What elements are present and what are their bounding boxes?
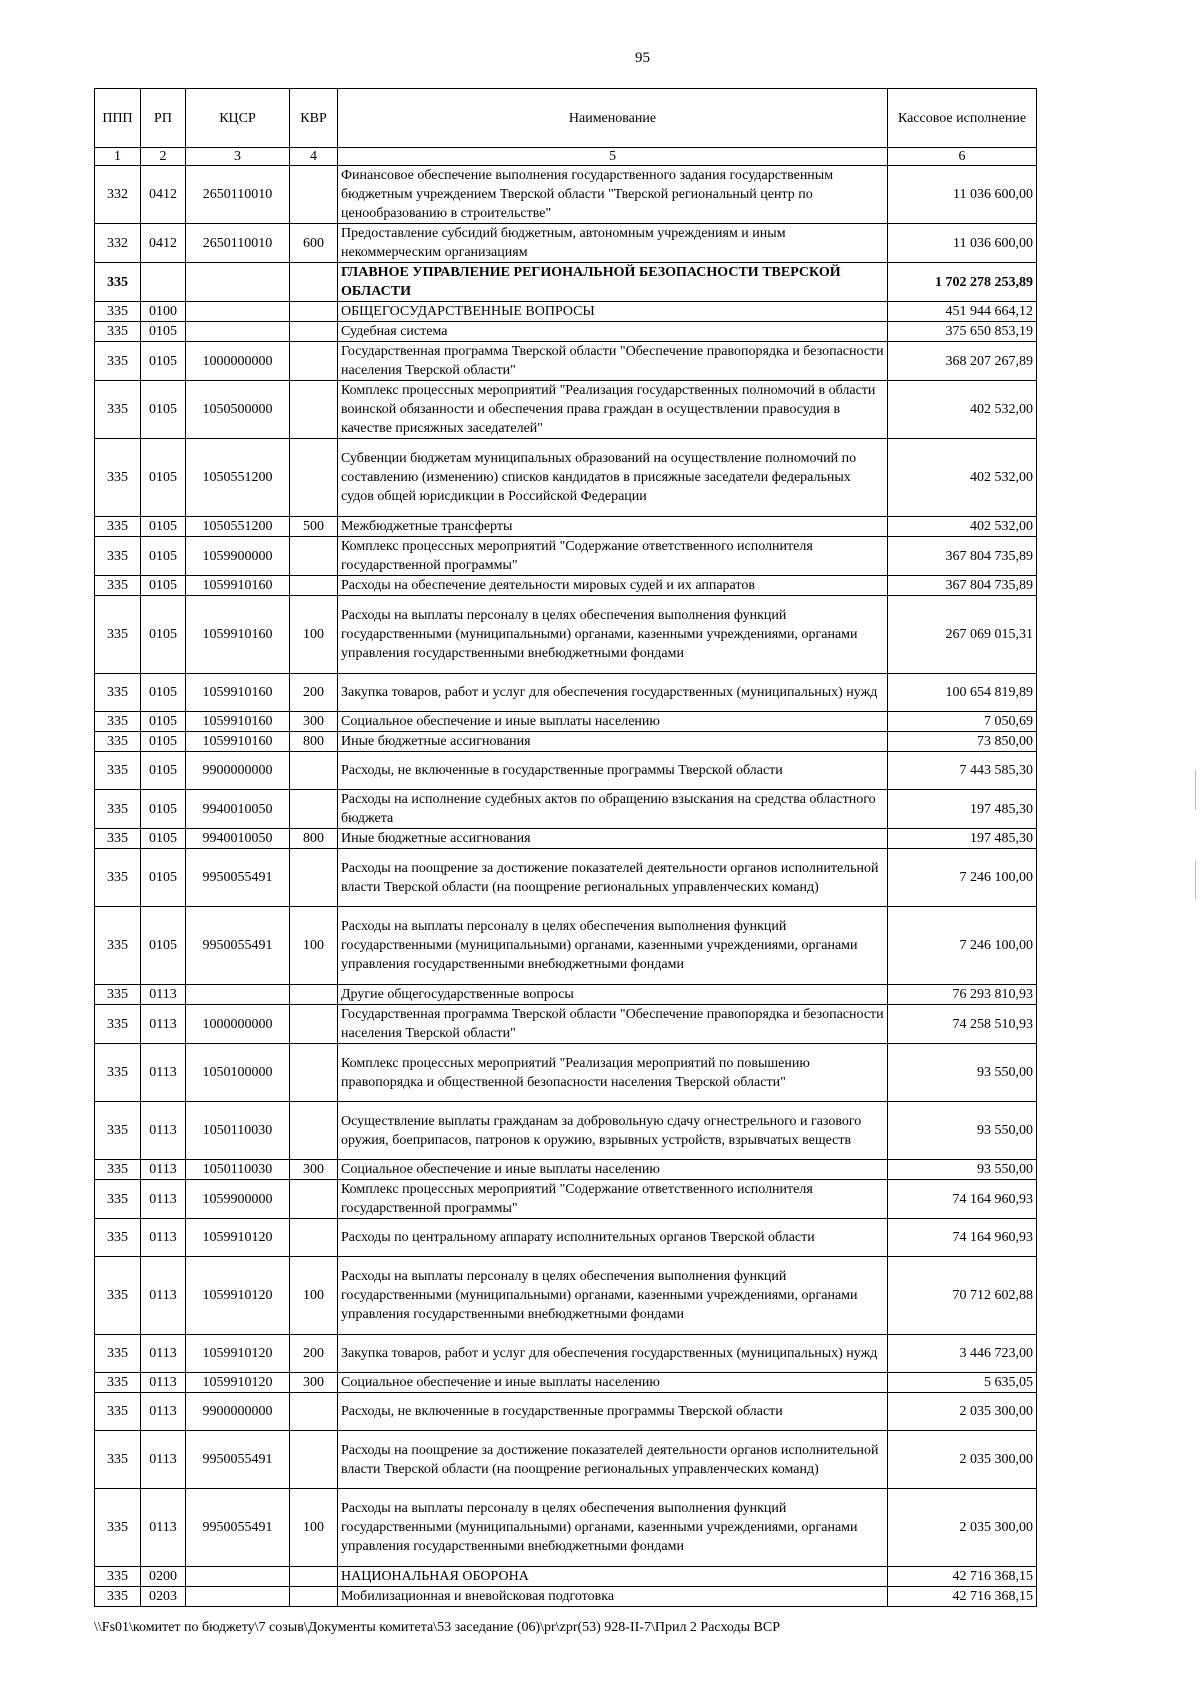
cell-kcsr: [186, 263, 290, 302]
cell-kcsr: 1059910160: [186, 712, 290, 732]
cell-amount: 451 944 664,12: [888, 302, 1037, 322]
cell-amount: 3 446 723,00: [888, 1335, 1037, 1373]
cell-name: Расходы на выплаты персоналу в целях обеспечения выполнения функций государственными (муниципальными) органами, казенными учреждениями, органами управления государственными внебюджетными фондами: [338, 907, 888, 985]
table-row: [95, 1431, 1037, 1489]
table-row: [95, 224, 1037, 263]
cell-ppp: 332: [95, 224, 141, 263]
cell-rp: 0113: [141, 1005, 186, 1044]
cell-amount: 74 258 510,93: [888, 1005, 1037, 1044]
cell-amount: 100 654 819,89: [888, 674, 1037, 712]
cell-ppp: 335: [95, 322, 141, 342]
cell-kcsr: 9950055491: [186, 1431, 290, 1489]
cell-amount: 2 035 300,00: [888, 1489, 1037, 1567]
cell-name: Закупка товаров, работ и услуг для обеспечения государственных (муниципальных) нужд: [338, 674, 888, 712]
table-row: [95, 263, 1037, 302]
table-row: [95, 1180, 1037, 1219]
cell-amount: 375 650 853,19: [888, 322, 1037, 342]
cell-kcsr: 9950055491: [186, 849, 290, 907]
cell-kvr: [290, 790, 338, 829]
cell-ppp: 335: [95, 1180, 141, 1219]
table-header-row: [95, 89, 1037, 148]
cell-amount: 2 035 300,00: [888, 1393, 1037, 1431]
cell-ppp: 335: [95, 1102, 141, 1160]
cell-name: Комплекс процессных мероприятий "Содержание ответственного исполнителя государственной программы": [338, 1180, 888, 1219]
cell-kvr: 100: [290, 1257, 338, 1335]
cell-amount: 402 532,00: [888, 517, 1037, 537]
cell-kvr: 800: [290, 829, 338, 849]
table-row: [95, 381, 1037, 439]
cell-kcsr: 1059910160: [186, 732, 290, 752]
cell-ppp: 335: [95, 1005, 141, 1044]
cell-ppp: 335: [95, 829, 141, 849]
cell-ppp: 335: [95, 263, 141, 302]
cell-kvr: 100: [290, 596, 338, 674]
cell-ppp: 335: [95, 439, 141, 517]
cell-rp: 0105: [141, 322, 186, 342]
cell-ppp: 335: [95, 849, 141, 907]
table-row: [95, 596, 1037, 674]
cell-kcsr: 1050551200: [186, 439, 290, 517]
cell-name: Осуществление выплаты гражданам за добровольную сдачу огнестрельного и газового оружия, боеприпасов, патронов к оружию, взрывных устройств, взрывчатых веществ: [338, 1102, 888, 1160]
cell-kvr: [290, 1180, 338, 1219]
cell-name: Комплекс процессных мероприятий "Реализация мероприятий по повышению правопорядка и общественной безопасности населения Тверской области": [338, 1044, 888, 1102]
cell-kcsr: [186, 985, 290, 1005]
table-row: [95, 576, 1037, 596]
table-row: [95, 1335, 1037, 1373]
table-row: [95, 849, 1037, 907]
cell-kvr: [290, 1005, 338, 1044]
cell-kcsr: 1050110030: [186, 1160, 290, 1180]
cell-rp: 0113: [141, 1180, 186, 1219]
header-amount: Кассовое исполнение: [888, 89, 1037, 148]
cell-kvr: [290, 1219, 338, 1257]
table-row: [95, 1102, 1037, 1160]
cell-name: Судебная система: [338, 322, 888, 342]
table-body: [95, 148, 1037, 1607]
table-row: [95, 790, 1037, 829]
cell-name: Предоставление субсидий бюджетным, автономным учреждениям и иным некоммерческим организациям: [338, 224, 888, 263]
cell-rp: 0105: [141, 907, 186, 985]
cell-rp: 0105: [141, 517, 186, 537]
cell-amount: 402 532,00: [888, 439, 1037, 517]
cell-name: Расходы на исполнение судебных актов по обращению взыскания на средства областного бюджета: [338, 790, 888, 829]
cell-name: Комплекс процессных мероприятий "Реализация государственных полномочий в области воинской обязанности и обеспечения права граждан в осуществлении правосудия в качестве присяжных заседателей": [338, 381, 888, 439]
cell-kvr: 200: [290, 674, 338, 712]
cell-name: Государственная программа Тверской области "Обеспечение правопорядка и безопасности населения Тверской области": [338, 1005, 888, 1044]
table-row: [95, 732, 1037, 752]
column-number: 4: [290, 148, 338, 166]
table-row: [95, 985, 1037, 1005]
cell-kcsr: 1050551200: [186, 517, 290, 537]
column-number: 1: [95, 148, 141, 166]
cell-kcsr: [186, 1567, 290, 1587]
cell-kvr: 800: [290, 732, 338, 752]
scan-edge-mark: [1195, 770, 1196, 810]
cell-kcsr: 1000000000: [186, 342, 290, 381]
cell-kcsr: 9940010050: [186, 790, 290, 829]
column-number-row: [95, 148, 1037, 166]
cell-rp: 0105: [141, 342, 186, 381]
cell-kvr: 600: [290, 224, 338, 263]
cell-rp: 0105: [141, 712, 186, 732]
cell-kcsr: 9900000000: [186, 1393, 290, 1431]
cell-kvr: [290, 302, 338, 322]
cell-amount: 42 716 368,15: [888, 1567, 1037, 1587]
cell-amount: 11 036 600,00: [888, 166, 1037, 224]
cell-ppp: 335: [95, 1160, 141, 1180]
cell-amount: 73 850,00: [888, 732, 1037, 752]
cell-name: Финансовое обеспечение выполнения государственного задания государственным бюджетным учреждением Тверской области "Тверской региональный центр по ценообразованию в строительстве": [338, 166, 888, 224]
table-row: [95, 1160, 1037, 1180]
cell-name: Расходы на обеспечение деятельности мировых судей и их аппаратов: [338, 576, 888, 596]
cell-amount: 74 164 960,93: [888, 1219, 1037, 1257]
cell-ppp: 335: [95, 1431, 141, 1489]
cell-name: Закупка товаров, работ и услуг для обеспечения государственных (муниципальных) нужд: [338, 1335, 888, 1373]
table-row: [95, 1373, 1037, 1393]
cell-rp: 0412: [141, 224, 186, 263]
cell-amount: 11 036 600,00: [888, 224, 1037, 263]
scan-edge-mark: [1195, 860, 1196, 900]
cell-name: Расходы на выплаты персоналу в целях обеспечения выполнения функций государственными (муниципальными) органами, казенными учреждениями, органами управления государственными внебюджетными фондами: [338, 1257, 888, 1335]
cell-name: Межбюджетные трансферты: [338, 517, 888, 537]
cell-ppp: 335: [95, 985, 141, 1005]
cell-rp: 0113: [141, 1393, 186, 1431]
cell-ppp: 335: [95, 1489, 141, 1567]
cell-ppp: 335: [95, 1567, 141, 1587]
cell-ppp: 335: [95, 790, 141, 829]
cell-name: Мобилизационная и вневойсковая подготовка: [338, 1587, 888, 1607]
column-number: 5: [338, 148, 888, 166]
cell-rp: 0113: [141, 1044, 186, 1102]
table-row: [95, 1257, 1037, 1335]
cell-kcsr: 1050100000: [186, 1044, 290, 1102]
cell-kvr: 300: [290, 1160, 338, 1180]
cell-kcsr: 1059910160: [186, 596, 290, 674]
cell-kcsr: 2650110010: [186, 166, 290, 224]
cell-name: Социальное обеспечение и иные выплаты населению: [338, 1373, 888, 1393]
cell-name: Субвенции бюджетам муниципальных образований на осуществление полномочий по составлению (изменению) списков кандидатов в присяжные заседатели федеральных судов общей юрисдикции в Российской Федерации: [338, 439, 888, 517]
cell-ppp: 335: [95, 517, 141, 537]
cell-rp: 0105: [141, 849, 186, 907]
cell-amount: 197 485,30: [888, 829, 1037, 849]
cell-ppp: 335: [95, 342, 141, 381]
cell-amount: 368 207 267,89: [888, 342, 1037, 381]
table-row: [95, 674, 1037, 712]
table-row: [95, 829, 1037, 849]
cell-kcsr: 2650110010: [186, 224, 290, 263]
cell-rp: 0113: [141, 1489, 186, 1567]
cell-kvr: [290, 1393, 338, 1431]
cell-name: Иные бюджетные ассигнования: [338, 732, 888, 752]
cell-kcsr: 1050500000: [186, 381, 290, 439]
cell-rp: 0105: [141, 752, 186, 790]
cell-ppp: 335: [95, 1044, 141, 1102]
cell-amount: 367 804 735,89: [888, 576, 1037, 596]
cell-amount: 93 550,00: [888, 1044, 1037, 1102]
cell-ppp: 335: [95, 1335, 141, 1373]
cell-rp: 0105: [141, 674, 186, 712]
cell-name: Другие общегосударственные вопросы: [338, 985, 888, 1005]
cell-kvr: [290, 537, 338, 576]
cell-name: ОБЩЕГОСУДАРСТВЕННЫЕ ВОПРОСЫ: [338, 302, 888, 322]
cell-amount: 402 532,00: [888, 381, 1037, 439]
cell-rp: 0200: [141, 1567, 186, 1587]
cell-kvr: [290, 1431, 338, 1489]
table-row: [95, 1219, 1037, 1257]
table-row: [95, 1393, 1037, 1431]
cell-ppp: 335: [95, 907, 141, 985]
cell-rp: 0100: [141, 302, 186, 322]
cell-kvr: 300: [290, 712, 338, 732]
cell-ppp: 335: [95, 732, 141, 752]
cell-kcsr: 1050110030: [186, 1102, 290, 1160]
cell-amount: 267 069 015,31: [888, 596, 1037, 674]
cell-kcsr: 1000000000: [186, 1005, 290, 1044]
table-row: [95, 439, 1037, 517]
cell-rp: 0105: [141, 537, 186, 576]
cell-kvr: [290, 166, 338, 224]
column-number: 3: [186, 148, 290, 166]
table-row: [95, 517, 1037, 537]
cell-amount: 2 035 300,00: [888, 1431, 1037, 1489]
cell-rp: 0105: [141, 439, 186, 517]
cell-kcsr: 1059900000: [186, 537, 290, 576]
cell-kvr: 100: [290, 907, 338, 985]
cell-kvr: [290, 1567, 338, 1587]
cell-kvr: [290, 1102, 338, 1160]
column-number: 2: [141, 148, 186, 166]
cell-ppp: 335: [95, 1373, 141, 1393]
cell-kcsr: [186, 302, 290, 322]
cell-name: Иные бюджетные ассигнования: [338, 829, 888, 849]
cell-name: Расходы на выплаты персоналу в целях обеспечения выполнения функций государственными (муниципальными) органами, казенными учреждениями, органами управления государственными внебюджетными фондами: [338, 596, 888, 674]
cell-amount: 42 716 368,15: [888, 1587, 1037, 1607]
cell-kvr: 500: [290, 517, 338, 537]
cell-amount: 1 702 278 253,89: [888, 263, 1037, 302]
cell-rp: 0113: [141, 985, 186, 1005]
cell-name: Расходы по центральному аппарату исполнительных органов Тверской области: [338, 1219, 888, 1257]
cell-name: Социальное обеспечение и иные выплаты населению: [338, 712, 888, 732]
cell-name: Расходы, не включенные в государственные программы Тверской области: [338, 752, 888, 790]
cell-ppp: 335: [95, 537, 141, 576]
header-kcsr: КЦСР: [186, 89, 290, 148]
cell-name: Расходы, не включенные в государственные программы Тверской области: [338, 1393, 888, 1431]
table-row: [95, 342, 1037, 381]
cell-kcsr: 9950055491: [186, 1489, 290, 1567]
cell-name: ГЛАВНОЕ УПРАВЛЕНИЕ РЕГИОНАЛЬНОЙ БЕЗОПАСНОСТИ ТВЕРСКОЙ ОБЛАСТИ: [338, 263, 888, 302]
cell-kvr: [290, 439, 338, 517]
cell-rp: 0105: [141, 576, 186, 596]
cell-kvr: [290, 263, 338, 302]
cell-ppp: 335: [95, 1219, 141, 1257]
header-rp: РП: [141, 89, 186, 148]
cell-amount: 7 246 100,00: [888, 907, 1037, 985]
table-row: [95, 712, 1037, 732]
cell-rp: 0105: [141, 381, 186, 439]
cell-amount: 5 635,05: [888, 1373, 1037, 1393]
cell-rp: 0105: [141, 596, 186, 674]
cell-kcsr: [186, 322, 290, 342]
page-number: 95: [635, 50, 650, 66]
cell-kvr: 300: [290, 1373, 338, 1393]
column-number: 6: [888, 148, 1037, 166]
cell-kcsr: 1059910120: [186, 1257, 290, 1335]
table-row: [95, 1044, 1037, 1102]
cell-kcsr: 1059900000: [186, 1180, 290, 1219]
cell-amount: 7 050,69: [888, 712, 1037, 732]
table-row: [95, 302, 1037, 322]
file-path-footer: \\Fs01\комитет по бюджету\7 созыв\Документы комитета\53 заседание (06)\pr\zpr(53) 928-II-7\Прил 2 Расходы ВСР: [94, 1620, 781, 1635]
cell-kvr: [290, 576, 338, 596]
cell-rp: 0105: [141, 732, 186, 752]
cell-amount: 93 550,00: [888, 1160, 1037, 1180]
cell-name: Комплекс процессных мероприятий "Содержание ответственного исполнителя государственной программы": [338, 537, 888, 576]
table-row: [95, 1489, 1037, 1567]
cell-kvr: 200: [290, 1335, 338, 1373]
table-row: [95, 537, 1037, 576]
table-row: [95, 1587, 1037, 1607]
cell-ppp: 335: [95, 752, 141, 790]
cell-ppp: 335: [95, 1257, 141, 1335]
cell-kcsr: 9900000000: [186, 752, 290, 790]
header-ppp: ППП: [95, 89, 141, 148]
cell-amount: 197 485,30: [888, 790, 1037, 829]
cell-kcsr: 9940010050: [186, 829, 290, 849]
cell-ppp: 335: [95, 381, 141, 439]
cell-kvr: [290, 1044, 338, 1102]
table-row: [95, 752, 1037, 790]
cell-name: Расходы на поощрение за достижение показателей деятельности органов исполнительной власти Тверской области (на поощрение региональных управленческих команд): [338, 1431, 888, 1489]
header-name: Наименование: [338, 89, 888, 148]
table-row: [95, 166, 1037, 224]
cell-rp: 0113: [141, 1431, 186, 1489]
cell-kcsr: 1059910160: [186, 674, 290, 712]
cell-rp: 0105: [141, 829, 186, 849]
cell-rp: 0113: [141, 1373, 186, 1393]
table-row: [95, 1005, 1037, 1044]
cell-amount: 367 804 735,89: [888, 537, 1037, 576]
cell-kvr: [290, 849, 338, 907]
table-row: [95, 907, 1037, 985]
cell-kcsr: 1059910160: [186, 576, 290, 596]
cell-ppp: 335: [95, 302, 141, 322]
header-kvr: КВР: [290, 89, 338, 148]
cell-name: НАЦИОНАЛЬНАЯ ОБОРОНА: [338, 1567, 888, 1587]
cell-kvr: [290, 985, 338, 1005]
cell-kvr: [290, 322, 338, 342]
cell-rp: 0113: [141, 1219, 186, 1257]
cell-ppp: 335: [95, 674, 141, 712]
cell-ppp: 335: [95, 596, 141, 674]
cell-rp: 0113: [141, 1257, 186, 1335]
cell-rp: 0113: [141, 1160, 186, 1180]
cell-kcsr: 1059910120: [186, 1373, 290, 1393]
cell-name: Социальное обеспечение и иные выплаты населению: [338, 1160, 888, 1180]
cell-rp: 0113: [141, 1102, 186, 1160]
cell-amount: 74 164 960,93: [888, 1180, 1037, 1219]
cell-name: Государственная программа Тверской области "Обеспечение правопорядка и безопасности населения Тверской области": [338, 342, 888, 381]
cell-ppp: 335: [95, 712, 141, 732]
cell-ppp: 332: [95, 166, 141, 224]
cell-rp: 0105: [141, 790, 186, 829]
cell-kvr: [290, 342, 338, 381]
cell-kcsr: 1059910120: [186, 1219, 290, 1257]
cell-kcsr: 9950055491: [186, 907, 290, 985]
cell-amount: 70 712 602,88: [888, 1257, 1037, 1335]
cell-rp: 0412: [141, 166, 186, 224]
cell-amount: 76 293 810,93: [888, 985, 1037, 1005]
cell-kcsr: 1059910120: [186, 1335, 290, 1373]
cell-ppp: 335: [95, 1587, 141, 1607]
cell-kcsr: [186, 1587, 290, 1607]
cell-amount: 7 443 585,30: [888, 752, 1037, 790]
cell-amount: 93 550,00: [888, 1102, 1037, 1160]
cell-name: Расходы на поощрение за достижение показателей деятельности органов исполнительной власти Тверской области (на поощрение региональных управленческих команд): [338, 849, 888, 907]
cell-rp: 0113: [141, 1335, 186, 1373]
budget-table: [94, 88, 1037, 1607]
cell-kvr: 100: [290, 1489, 338, 1567]
table-row: [95, 1567, 1037, 1587]
cell-kvr: [290, 381, 338, 439]
table-row: [95, 322, 1037, 342]
cell-kvr: [290, 752, 338, 790]
cell-ppp: 335: [95, 576, 141, 596]
cell-kvr: [290, 1587, 338, 1607]
cell-ppp: 335: [95, 1393, 141, 1431]
cell-rp: [141, 263, 186, 302]
cell-name: Расходы на выплаты персоналу в целях обеспечения выполнения функций государственными (муниципальными) органами, казенными учреждениями, органами управления государственными внебюджетными фондами: [338, 1489, 888, 1567]
cell-amount: 7 246 100,00: [888, 849, 1037, 907]
cell-rp: 0203: [141, 1587, 186, 1607]
